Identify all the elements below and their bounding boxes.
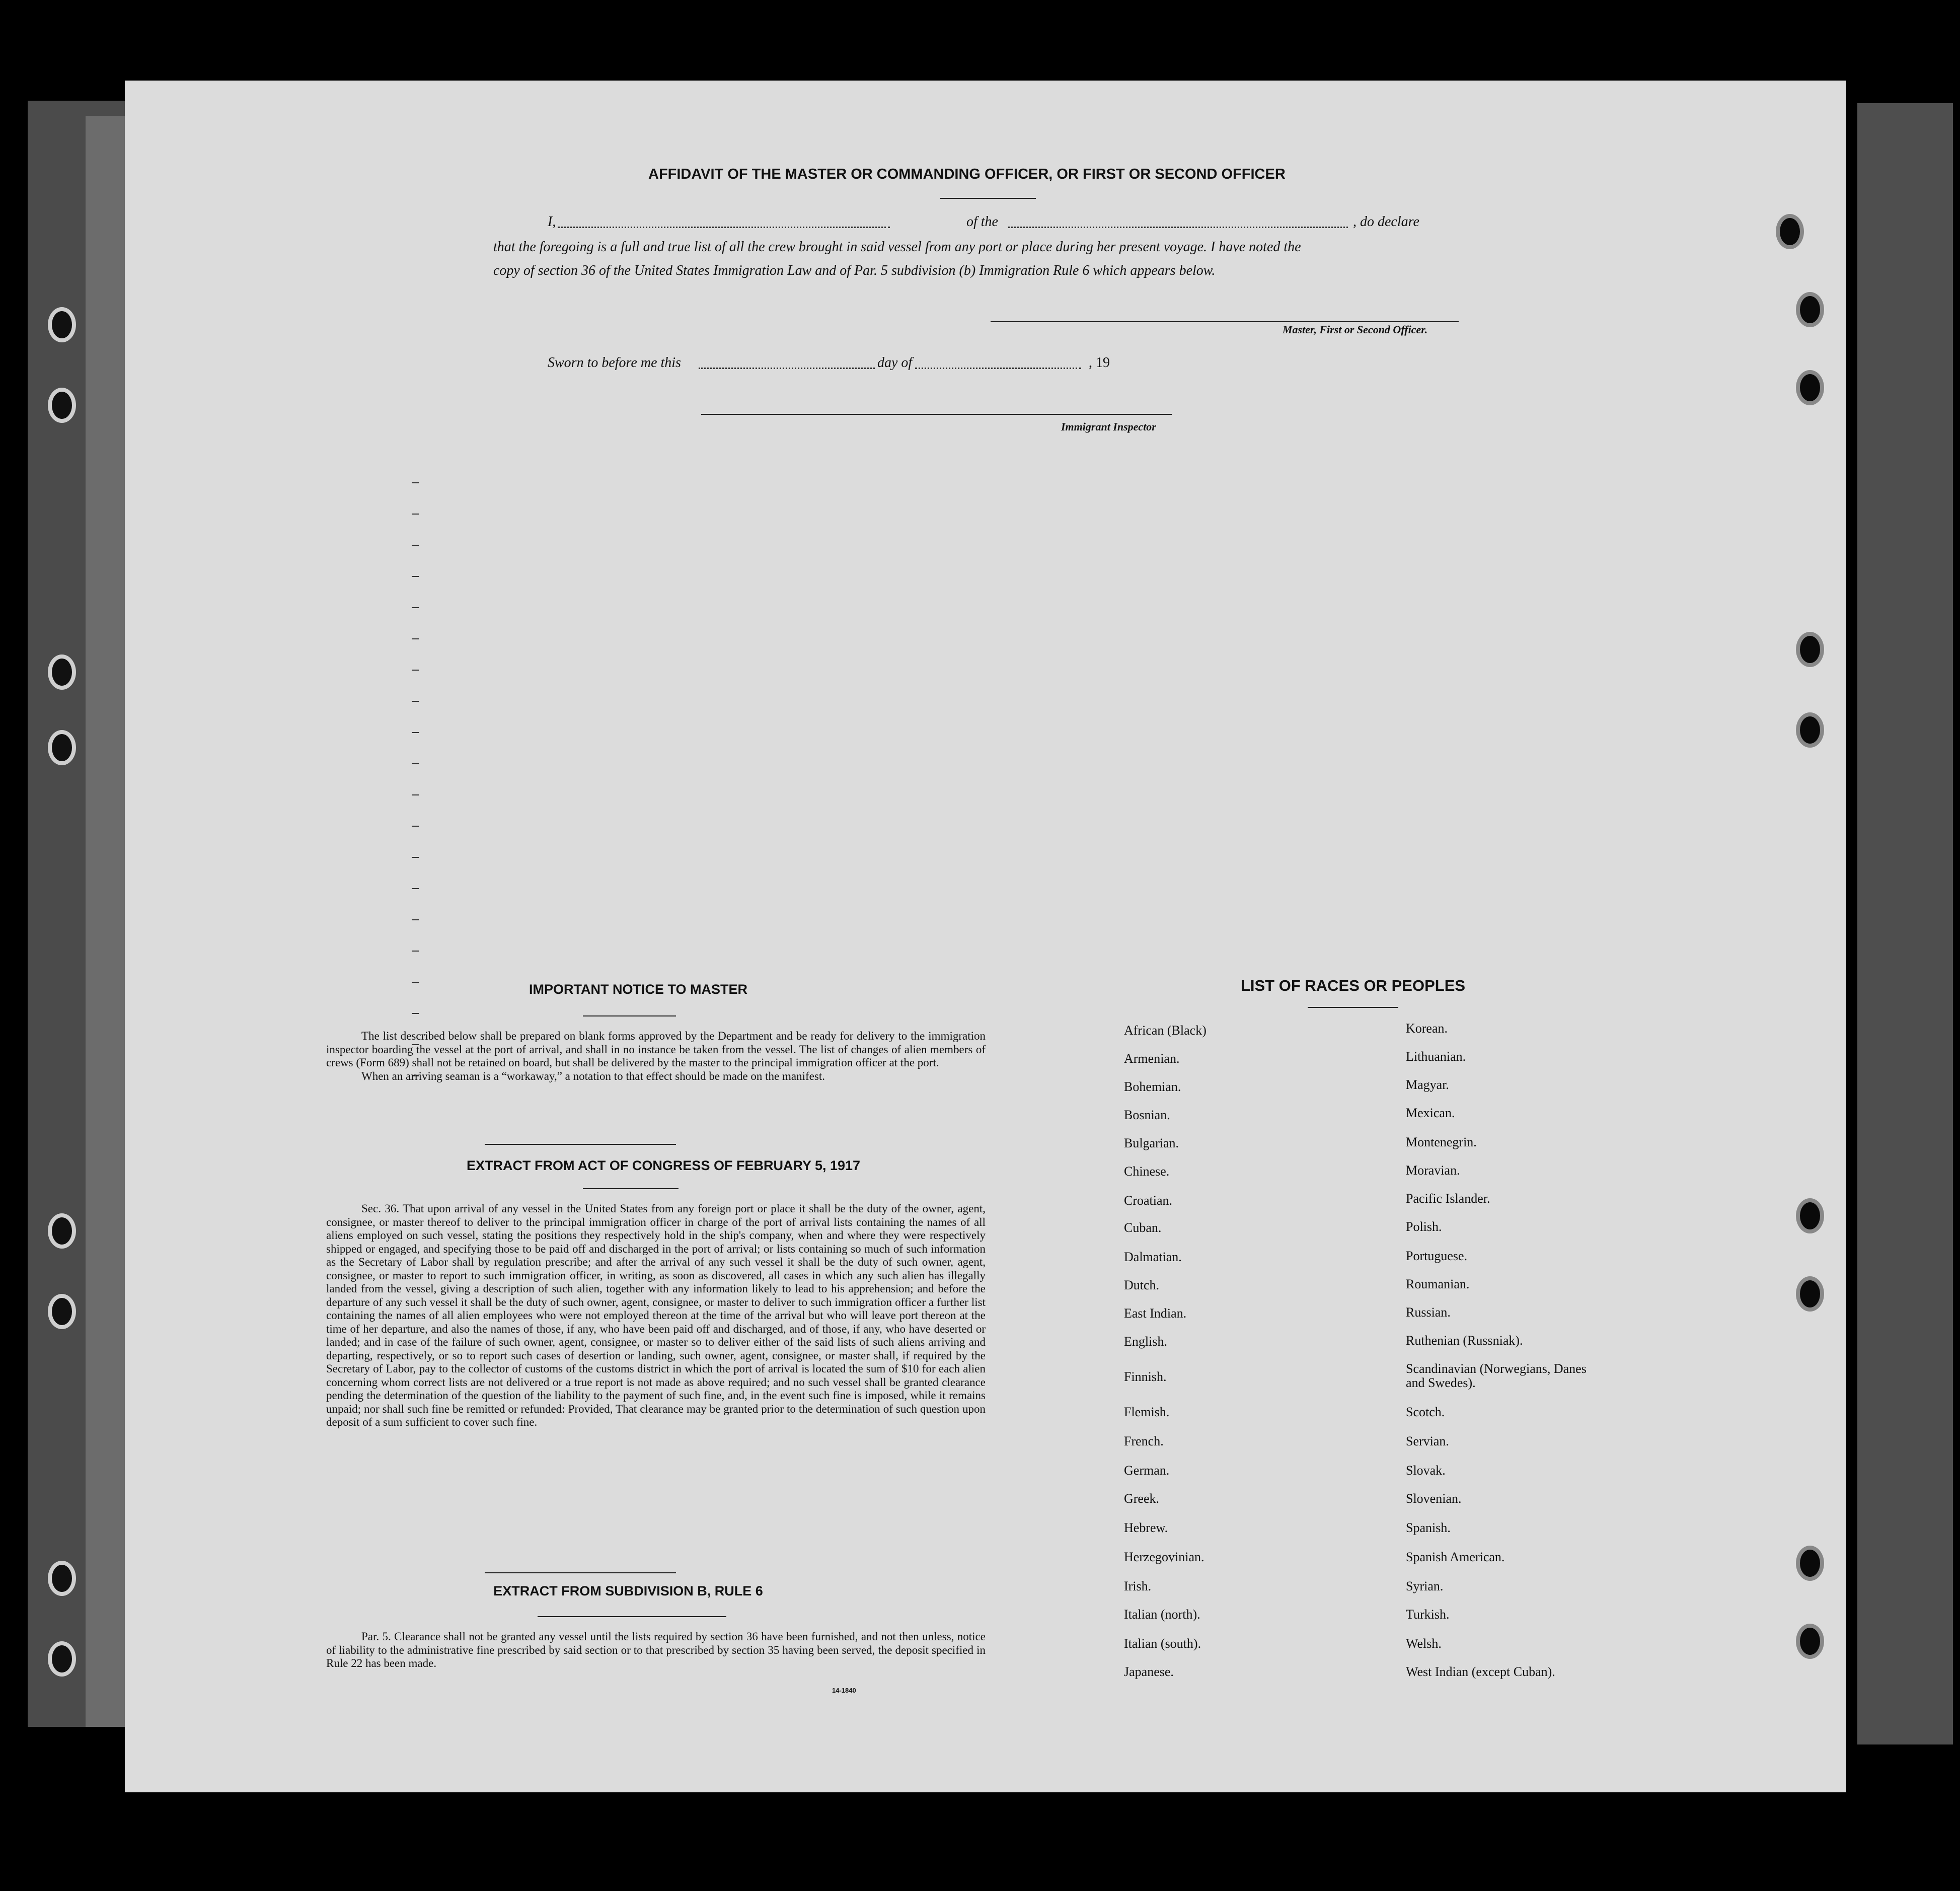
punch-hole [48,307,76,342]
sworn-label: Sworn to before me this [548,355,681,371]
inspector-caption: Immigrant Inspector [1061,420,1156,433]
race-item: Bulgarian. [1124,1136,1179,1150]
margin-dash [412,732,419,733]
race-item: Mexican. [1406,1106,1455,1120]
margin-dash [412,545,419,546]
notice-title: IMPORTANT NOTICE TO MASTER [529,982,747,997]
race-item: Servian. [1406,1434,1449,1448]
sworn-month-line[interactable] [915,368,1081,369]
binding-strip [86,116,126,1727]
punch-hole [48,1561,76,1596]
punch-hole [48,1213,76,1249]
margin-dash [412,1013,419,1014]
punch-hole [1796,1276,1824,1312]
race-item: Herzegovinian. [1124,1550,1204,1564]
race-item: Dutch. [1124,1278,1160,1292]
par-5-paragraph: Par. 5. Clearance shall not be granted any vessel until the lists required by section 36 have been furnished, and not then unless, notice of liability to the administrative fine prescribed by said section or to that prescribed by section 35 having been served, the deposit specified in Rule 22 has been made. [326,1630,986,1669]
race-item: Greek. [1124,1491,1160,1506]
signature-caption: Master, First or Second Officer. [1283,323,1428,336]
race-item: Ruthenian (Russniak). [1406,1333,1523,1348]
race-item: German. [1124,1463,1170,1478]
margin-dash [412,701,419,702]
punch-hole [48,388,76,423]
race-item: Finnish. [1124,1369,1167,1384]
race-item: Slovenian. [1406,1491,1462,1506]
margin-dash [412,888,419,889]
punch-hole [1796,632,1824,667]
rule-title-rule [538,1616,726,1617]
race-item: Cuban. [1124,1220,1162,1235]
punch-hole [1796,1624,1824,1659]
punch-hole [1776,214,1804,249]
race-item: Russian. [1406,1305,1451,1320]
race-item: Spanish. [1406,1520,1451,1535]
act-title-rule [583,1188,679,1189]
race-item: Dalmatian. [1124,1250,1182,1264]
race-item: English. [1124,1334,1167,1349]
race-item: Japanese. [1124,1664,1174,1679]
margin-dash [412,670,419,671]
notice-text [326,1030,986,1083]
punch-hole [48,1294,76,1329]
race-item: French. [1124,1434,1164,1448]
race-item: Scotch. [1406,1405,1445,1419]
race-item: Lithuanian. [1406,1049,1466,1064]
rule-extract-text [326,1630,986,1670]
races-title-rule [1308,1007,1398,1008]
race-item: Scandinavian (Norwegians, Danes and Swedes). [1406,1361,1587,1390]
race-item: Roumanian. [1406,1277,1470,1291]
margin-dash [412,919,419,920]
race-item: Welsh. [1406,1636,1442,1651]
race-item: Italian (south). [1124,1636,1201,1651]
margin-dash [412,982,419,983]
race-item: Spanish American. [1406,1550,1505,1564]
notice-paragraph-1: The list described below shall be prepared on blank forms approved by the Department and be ready for delivery to the immigration inspector boarding the vessel at the port of arrival, and shall in no instance be taken from the vessel. The list of changes of alien members of crews (Form 689) shall not be retained on board, but shall be delivered by the master to the principal immigration officer at the port. [326,1030,986,1069]
punch-hole [48,730,76,765]
declarant-name-line[interactable] [558,227,890,228]
races-title: LIST OF RACES OR PEOPLES [1240,977,1466,994]
race-item: Pacific Islander. [1406,1191,1490,1206]
of-the-label: of the [966,214,998,230]
punch-hole [1796,370,1824,405]
right-frame [1857,103,1953,1744]
notice-paragraph-2: When an arriving seaman is a “workaway,” a notation to that effect should be made on the manifest. [361,1069,825,1082]
margin-dash [412,857,419,858]
race-item: Moravian. [1406,1163,1460,1178]
punch-hole [1796,1198,1824,1233]
affidavit-line-2: copy of section 36 of the United States Immigration Law and of Par. 5 subdivision (b) Immigration Rule 6 which appears below. [493,263,1216,278]
margin-dash [412,951,419,952]
year-label: , 19 [1089,355,1110,371]
race-item: East Indian. [1124,1306,1187,1321]
margin-dash [412,794,419,795]
day-of-label: day of [877,355,913,371]
race-item: Flemish. [1124,1405,1170,1419]
race-item: African (Black) [1124,1023,1207,1038]
punch-hole [48,1641,76,1677]
margin-dash [412,638,419,639]
margin-dash [412,763,419,764]
race-item: Magyar. [1406,1077,1449,1092]
race-item: Syrian. [1406,1579,1444,1593]
notice-rule [583,1015,676,1016]
inspector-signature-line[interactable] [701,414,1172,415]
race-item: Korean. [1406,1021,1448,1036]
rule-extract-title: EXTRACT FROM SUBDIVISION B, RULE 6 [493,1583,763,1598]
margin-dash [412,826,419,827]
race-item: Croatian. [1124,1193,1173,1208]
race-item: Montenegrin. [1406,1135,1477,1149]
act-extract-text [326,1202,986,1429]
act-extract-title: EXTRACT FROM ACT OF CONGRESS OF FEBRUARY 5, 1917 [466,1158,861,1173]
punch-hole [48,654,76,690]
race-item: West Indian (except Cuban). [1406,1664,1555,1679]
race-item: Bohemian. [1124,1079,1181,1094]
race-item: Italian (north). [1124,1607,1200,1622]
punch-hole [1796,712,1824,748]
punch-hole [1796,1546,1824,1581]
race-item: Slovak. [1406,1463,1446,1478]
margin-dash [412,576,419,577]
race-item: Bosnian. [1124,1108,1170,1122]
manifest-page [125,81,1846,1792]
section-divider [485,1144,676,1145]
punch-hole [1796,292,1824,327]
race-item: Turkish. [1406,1607,1450,1622]
signature-line[interactable] [991,321,1459,322]
race-item: Portuguese. [1406,1249,1468,1263]
race-item: Hebrew. [1124,1520,1168,1535]
do-declare-label: , do declare [1353,214,1419,230]
race-item: Irish. [1124,1579,1152,1593]
affidavit-title: AFFIDAVIT OF THE MASTER OR COMMANDING OFFICER, OR FIRST OR SECOND OFFICER [648,166,1286,182]
form-number: 14-1840 [832,1687,856,1694]
section-36-paragraph: Sec. 36. That upon arrival of any vessel in the United States from any foreign port or place it shall be the duty of the owner, agent, consignee, or master thereof to deliver to the principal immigration officer in charge of the port of arrival lists containing the names of all aliens employed on such vessel, stating the positions they respectively hold in the ship's company, when and where they were respectively shipped or engaged, and specifying those to be paid off and discharged in the port of arrival; or lists containing so much of such information as the Secretary of Labor shall by regulation prescribe; and after the arrival of any such vessel it shall be the duty of such owner, agent, consignee, or master to report to such immigration officer, in writing, as soon as discovered, all cases in which any such alien has illegally landed from the vessel, giving a description of such alien, together with any information likely to lead to his apprehension; and before the departure of any such vessel it shall be the duty of such owner, agent, consignee, or master to deliver to such immigration officer a further list containing the names of all alien employees who were not employed thereon at the time of the arrival but who will leave port thereon at the time of her departure, and also the names of those, if any, who have been paid off and discharged, and of those, if any, who have deserted or landed; and in case of the failure of such owner, agent, consignee, or master so to deliver either of the said lists of such aliens arriving and departing, respectively, or so to report such cases of desertion or landing, such owner, agent, consignee, or master shall, if required by the Secretary of Labor, pay to the collector of customs of the customs district in which the port of arrival is located the sum of $10 for each alien concerning whom correct lists are not delivered or a true report is not made as above required; and no such vessel shall be granted clearance pending the determination of the question of the liability to the payment of such fine, and, in the event such fine is imposed, while it remains unpaid; nor shall such fine be remitted or refunded: Provided, That clearance may be granted prior to the determination of such question upon deposit of a sum sufficient to cover such fine. [326,1202,986,1428]
vessel-name-line[interactable] [1008,227,1348,228]
race-item: Polish. [1406,1219,1442,1234]
title-rule [940,198,1036,199]
declarant-label: I, [548,214,556,230]
race-item: Armenian. [1124,1051,1180,1066]
margin-dash [412,482,419,483]
margin-dash [412,607,419,608]
section-divider [485,1572,676,1573]
margin-dash [412,514,419,515]
affidavit-line-1: that the foregoing is a full and true list of all the crew brought in said vessel from any port or place during her present voyage. I have noted the [493,239,1301,255]
sworn-day-line[interactable] [699,368,875,369]
race-item: Chinese. [1124,1164,1170,1179]
